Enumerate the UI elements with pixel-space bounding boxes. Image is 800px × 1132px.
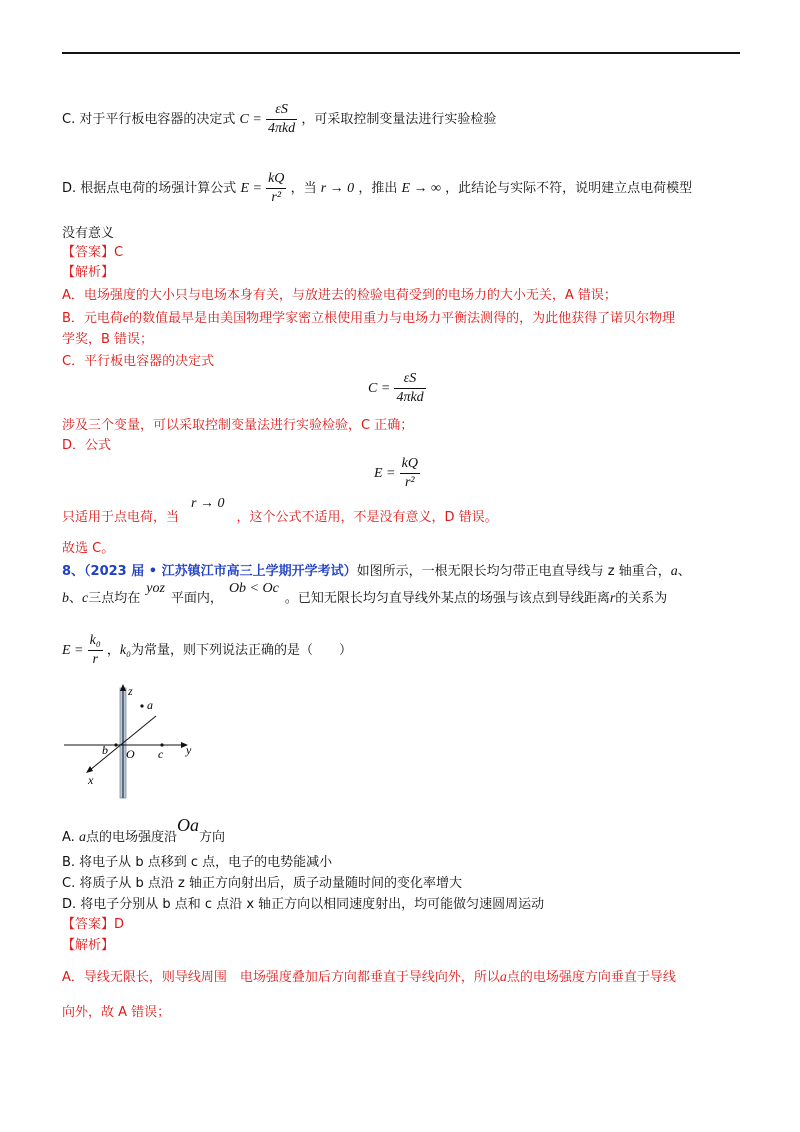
exp7-c-cont: 涉及三个变量，可以采取控制变量法进行实验检验，C 正确； [62, 418, 414, 433]
label-o: O [126, 747, 135, 761]
exp7-b: B．元电荷e的数值最早是由美国物理学家密立根使用重力与电场力平衡法测得的，为此他获得了诺贝尔物理 [62, 311, 676, 326]
label-z: z [128, 684, 133, 698]
exp7-c: C．平行板电容器的决定式 [62, 354, 215, 369]
answer-7: 【答案】C [62, 245, 124, 260]
label-b: b [102, 743, 108, 757]
option-d: D. 根据点电荷的场强计算公式 E = $\frac{kQ}{\text{r²}}$ ，当 r → 0 ，推出 E → ∞ ，此结论与实际不符，说明建立点电荷模型 [62, 171, 693, 205]
x-arrow [86, 766, 93, 773]
analysis-8-label: 【解析】 [62, 938, 115, 953]
q8-line2: b、c三点均在yoz平面内，Ob < Oc。已知无限长均匀直导线外某点的场强与该点到导线距离r的关系为 [62, 581, 668, 606]
q8-option-b: B. 将电子从 b 点移到 c 点，电子的电势能减小 [62, 855, 333, 870]
field-formula: $\frac{kQ}{\text{r²}}$ [268, 171, 285, 205]
exp7-b-cont: 学奖，B 错误； [62, 332, 154, 347]
option-c: C. 对于平行板电容器的决定式 C = $\frac{\varepsilon S}{\text{4πkd}}$ ，可采取控制变量法进行实验检验 [62, 102, 497, 136]
line-charge-formula: $\frac{\text{k₀}}{r}$ [89, 633, 101, 667]
exp8-a-cont: 向外，故 A 错误； [62, 1005, 171, 1020]
label-y: y [186, 743, 192, 757]
q8-option-c: C. 将质子从 b 点沿 z 轴正方向射出后，质子动量随时间的变化率增大 [62, 876, 462, 891]
analysis-7-label: 【解析】 [62, 265, 115, 280]
z-arrow [120, 684, 126, 691]
q8-line1: 8、（2023 届 • 江苏镇江市高三上学期开学考试）如图所示，一根无限长均匀带正电直导线与 z 轴重合，a、 [62, 564, 691, 579]
q8-line3: E = $\frac{\text{k₀}}{r}$ ，k₀为常量，则下列说法正确的是（ ） [62, 633, 352, 667]
label-x: x [88, 773, 94, 787]
exp7-conclusion: 故选 C。 [62, 541, 115, 556]
capacitance-formula: $\frac{\varepsilon S}{\text{4πkd}}$ [267, 102, 296, 136]
answer-8: 【答案】D [62, 917, 125, 932]
wire-figure [60, 684, 210, 800]
exp7-c-formula: C = $\frac{\varepsilon S}{\text{4πkd}}$ [368, 371, 424, 405]
label-c: c [158, 747, 164, 761]
exp7-a: A．电场强度的大小只与电场本身有关，与放进去的检验电荷受到的电场力的大小无关，A 错误； [62, 288, 617, 303]
q8-option-a: A. a点的电场强度沿Oa方向 [62, 815, 225, 845]
exp7-d-formula: E = $\frac{kQ}{\text{r²}}$ [374, 456, 418, 490]
header-rule [62, 52, 740, 54]
point-a [140, 704, 143, 707]
exp8-a: A．导线无限长，则导线周围 电场强度叠加后方向都垂直于导线向外，所以a点的电场强度方向垂直于导线 [62, 970, 676, 985]
exp7-d: D．公式 [62, 438, 112, 453]
exp7-d-cont: 只适用于点电荷，当r → 0，这个公式不适用，不是没有意义，D 错误。 [62, 496, 498, 525]
option-d-cont: 没有意义 [62, 226, 115, 241]
q8-option-d: D. 将电子分别从 b 点和 c 点沿 x 轴正方向以相同速度射出，均可能做匀速圆周运动 [62, 897, 545, 912]
label-a: a [147, 698, 153, 712]
point-b [114, 743, 117, 746]
